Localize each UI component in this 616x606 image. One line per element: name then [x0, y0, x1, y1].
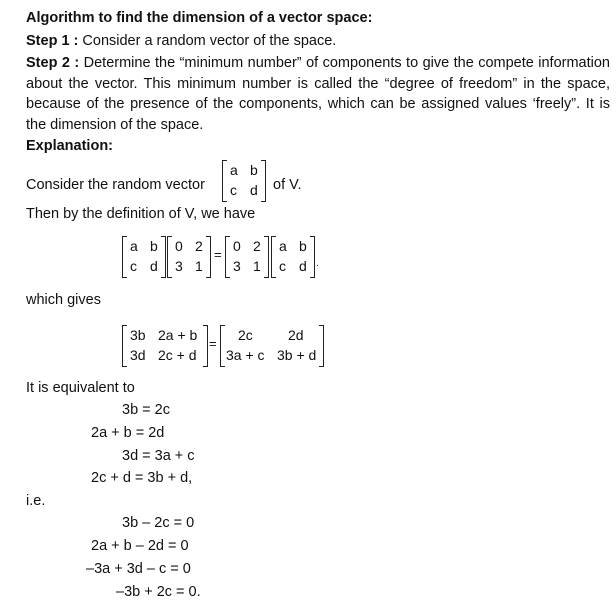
matrix-cell: a — [130, 238, 138, 254]
equals-sign: = — [214, 247, 222, 262]
matrix-cell: a — [230, 162, 238, 178]
matrix-cell: 2 — [253, 238, 261, 254]
matrix-cell: 2c + d — [158, 347, 197, 363]
equation-line: –3a + 3d – c = 0 — [86, 561, 191, 577]
matrix-cell: d — [150, 258, 158, 274]
vector-matrix — [222, 160, 266, 202]
matrix-cell: b — [299, 238, 307, 254]
matrix-ab-cd-right — [271, 236, 315, 278]
definition-equation — [122, 236, 322, 280]
equation-line: 3b – 2c = 0 — [122, 515, 195, 531]
matrix-cell: 3b + d — [277, 347, 317, 363]
matrix-cell: c — [130, 258, 137, 274]
which-gives: which gives — [26, 292, 101, 308]
matrix-cell: 1 — [253, 258, 261, 274]
matrix-cell: 3 — [233, 258, 241, 274]
ie-text: i.e. — [26, 493, 46, 509]
matrix-cell: 2d — [288, 327, 304, 343]
consider-before: Consider the random vector — [26, 177, 205, 193]
matrix-cell: 1 — [195, 258, 203, 274]
matrix-cell: 2a + b — [158, 327, 198, 343]
then-text: Then by the definition of V, we have — [26, 206, 256, 222]
matrix-cell: d — [250, 182, 258, 198]
step-2 — [26, 53, 610, 135]
step-2-label: Step 2 : — [26, 55, 80, 71]
matrix-02-31 — [167, 236, 211, 278]
step-2-text: Determine the “minimum number” of components to give the compete information about the vector. This minimum number is called the “degree of freedom” in the space, because of the presence of the components, which can be assigned values ‘freely”. It is the dimension of the space. — [26, 55, 611, 133]
matrix-cell: b — [250, 162, 258, 178]
heading: Algorithm to find the dimension of a vector space: — [26, 10, 373, 26]
matrix-02-31-right — [225, 236, 269, 278]
matrix-cell: d — [299, 258, 307, 274]
matrix-cell: c — [279, 258, 286, 274]
matrix-cell: 0 — [175, 238, 183, 254]
equivalent-text: It is equivalent to — [26, 380, 135, 396]
equation-line: 3b = 2c — [122, 402, 170, 418]
matrix-cell: 3a + c — [226, 347, 265, 363]
period: . — [316, 258, 319, 269]
result-right-matrix — [220, 325, 324, 367]
equation-line: 2a + b – 2d = 0 — [91, 538, 189, 554]
matrix-cell: b — [150, 238, 158, 254]
result-left-matrix — [122, 325, 208, 367]
equation-line: 2c + d = 3b + d, — [91, 470, 193, 486]
equation-line: 3d = 3a + c — [122, 448, 195, 464]
equation-line: –3b + 2c = 0. — [116, 584, 201, 600]
step-1-text: Consider a random vector of the space. — [78, 33, 337, 49]
matrix-ab-cd — [122, 236, 166, 278]
matrix-cell: 0 — [233, 238, 241, 254]
explanation-heading: Explanation: — [26, 138, 114, 154]
matrix-cell: 2 — [195, 238, 203, 254]
step-1 — [26, 33, 336, 49]
equation-line: 2a + b = 2d — [91, 425, 165, 441]
result-equation — [122, 325, 332, 369]
matrix-cell: a — [279, 238, 287, 254]
matrix-cell: 2c — [238, 327, 253, 343]
matrix-cell: 3b — [130, 327, 146, 343]
matrix-cell: 3d — [130, 347, 146, 363]
consider-after: of V. — [273, 177, 302, 193]
step-1-label: Step 1 : — [26, 33, 79, 49]
matrix-cell: 3 — [175, 258, 183, 274]
equals-sign: = — [209, 336, 217, 351]
matrix-cell: c — [230, 182, 237, 198]
